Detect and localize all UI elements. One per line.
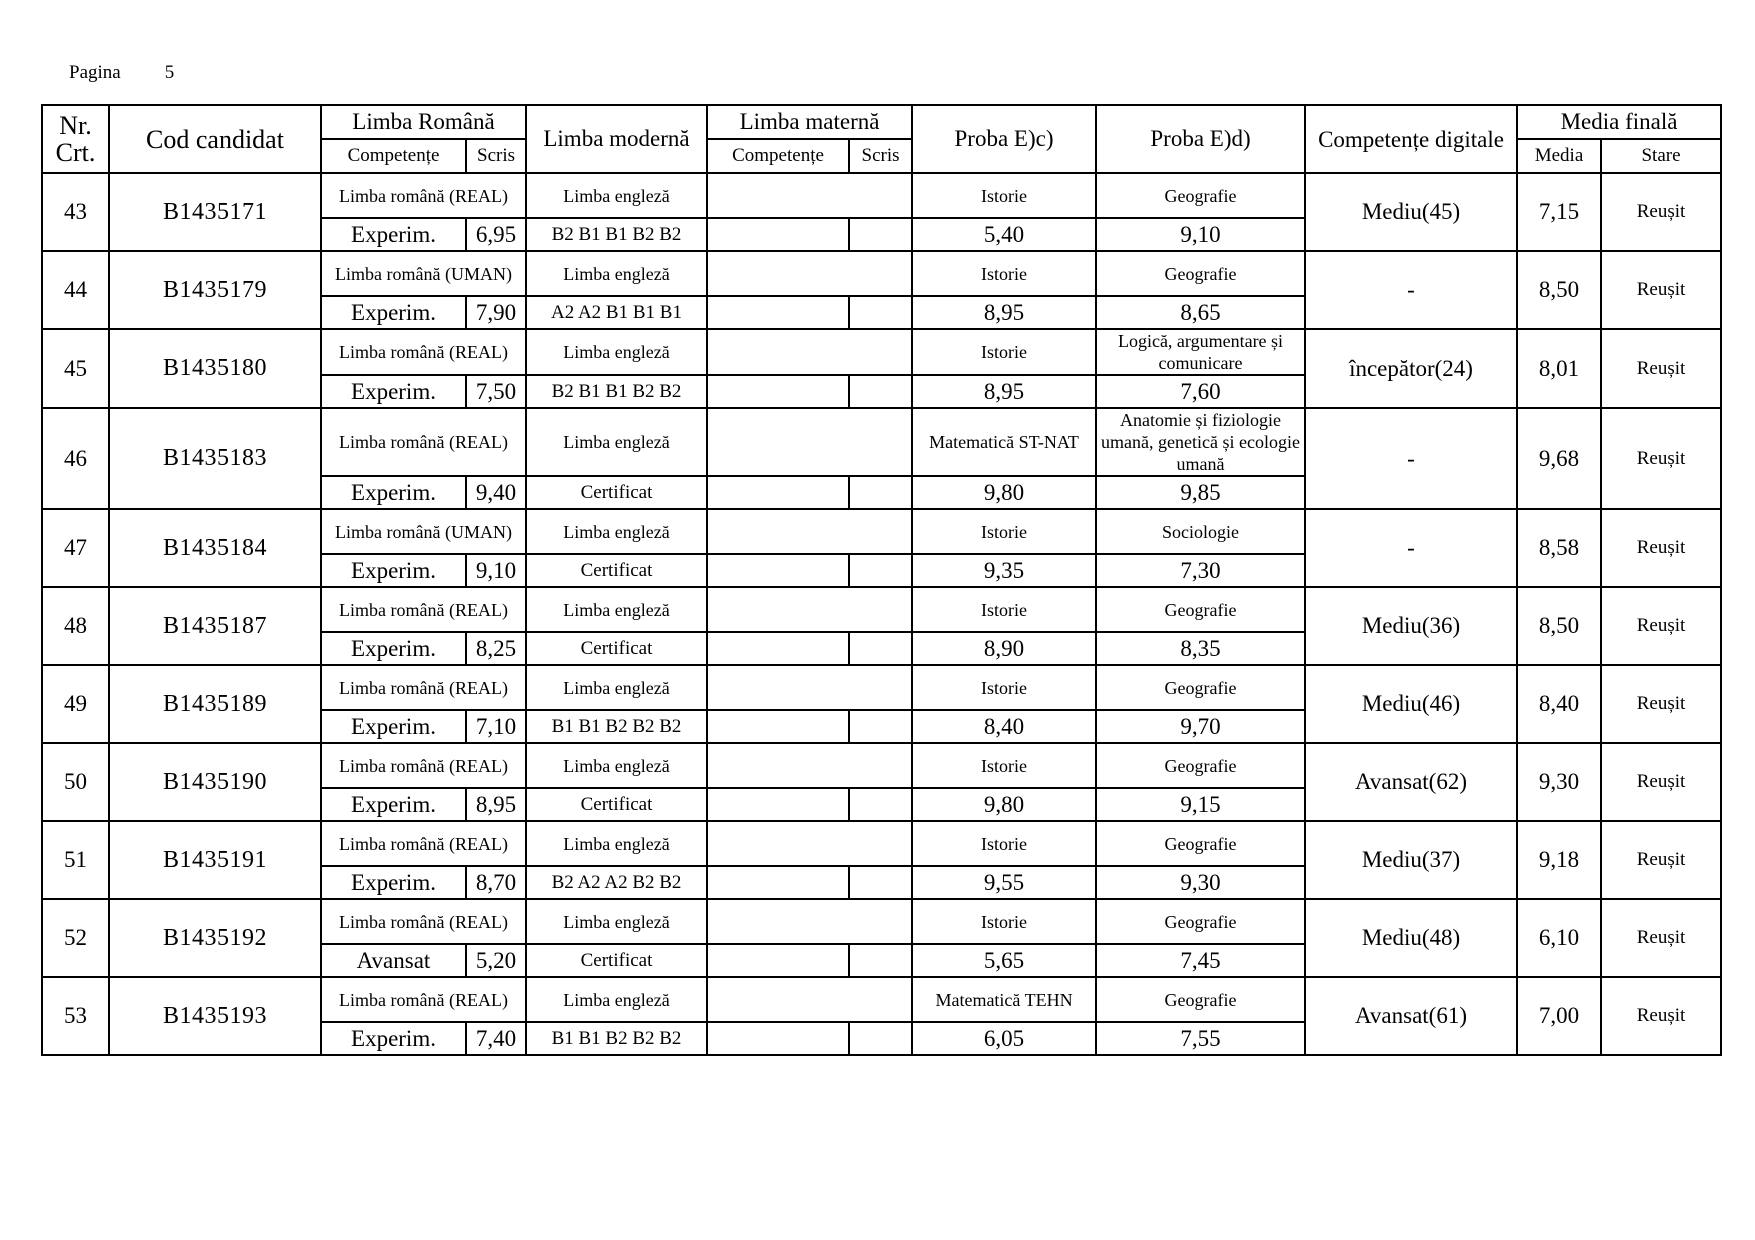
results-table [41, 104, 1722, 1056]
row-stare: Reușit [1601, 509, 1721, 587]
row-cod-candidat: B1435179 [109, 251, 321, 329]
row-cod-candidat: B1435184 [109, 509, 321, 587]
table-header [42, 105, 1721, 173]
header-scris-materna: Scris [849, 139, 912, 173]
row-limba-materna [707, 509, 912, 554]
row-stare: Reușit [1601, 251, 1721, 329]
row-nr: 52 [42, 899, 109, 977]
row-stare: Reușit [1601, 899, 1721, 977]
row-romana-competente: Experim. [321, 554, 466, 587]
row-stare: Reușit [1601, 821, 1721, 899]
header-scris: Scris [466, 139, 526, 173]
row-materna-competente [707, 944, 849, 977]
row-proba-ed-nota: 7,45 [1096, 944, 1305, 977]
row-romana-competente: Experim. [321, 788, 466, 821]
row-limba-materna [707, 665, 912, 710]
row-proba-ec: Istorie [912, 173, 1096, 218]
row-proba-ec: Istorie [912, 329, 1096, 375]
table-row [42, 587, 1721, 632]
row-limba-moderna: Limba engleză [526, 509, 707, 554]
row-competente-digitale: începător(24) [1305, 329, 1517, 408]
row-media: 8,50 [1517, 251, 1601, 329]
row-limba-materna [707, 899, 912, 944]
row-materna-competente [707, 1022, 849, 1055]
row-stare: Reușit [1601, 173, 1721, 251]
header-limba-materna: Limba maternă [707, 105, 912, 139]
row-moderna-nivel: A2 A2 B1 B1 B1 [526, 296, 707, 329]
row-romana-competente: Experim. [321, 296, 466, 329]
row-materna-scris [849, 375, 912, 408]
row-proba-ec-nota: 9,80 [912, 476, 1096, 509]
table-body [42, 173, 1721, 1055]
row-romana-competente: Experim. [321, 1022, 466, 1055]
header-limba-romana: Limba Română [321, 105, 526, 139]
table-row [42, 408, 1721, 476]
row-moderna-nivel: Certificat [526, 788, 707, 821]
row-nr: 50 [42, 743, 109, 821]
row-moderna-nivel: Certificat [526, 944, 707, 977]
row-materna-scris [849, 554, 912, 587]
row-stare: Reușit [1601, 665, 1721, 743]
row-materna-scris [849, 788, 912, 821]
header-limba-moderna: Limba modernă [526, 105, 707, 173]
table-row [42, 821, 1721, 866]
row-nr: 49 [42, 665, 109, 743]
row-proba-ed-nota: 9,85 [1096, 476, 1305, 509]
row-limba-materna [707, 587, 912, 632]
row-cod-candidat: B1435192 [109, 899, 321, 977]
row-media: 7,00 [1517, 977, 1601, 1055]
row-romana-scris: 8,95 [466, 788, 526, 821]
row-romana-scris: 9,10 [466, 554, 526, 587]
row-proba-ed-nota: 7,55 [1096, 1022, 1305, 1055]
row-cod-candidat: B1435193 [109, 977, 321, 1055]
row-proba-ec-nota: 8,95 [912, 296, 1096, 329]
row-materna-competente [707, 375, 849, 408]
row-romana-scris: 9,40 [466, 476, 526, 509]
row-romana-scris: 7,50 [466, 375, 526, 408]
row-proba-ec: Istorie [912, 251, 1096, 296]
row-limba-moderna: Limba engleză [526, 329, 707, 375]
row-stare: Reușit [1601, 408, 1721, 509]
row-proba-ed-nota: 9,15 [1096, 788, 1305, 821]
row-romana-competente: Experim. [321, 218, 466, 251]
row-stare: Reușit [1601, 587, 1721, 665]
header-competente-materna: Competențe [707, 139, 849, 173]
row-limba-moderna: Limba engleză [526, 899, 707, 944]
row-limba-moderna: Limba engleză [526, 251, 707, 296]
row-proba-ec-nota: 9,80 [912, 788, 1096, 821]
row-proba-ec-nota: 8,40 [912, 710, 1096, 743]
row-proba-ec: Istorie [912, 587, 1096, 632]
row-materna-scris [849, 866, 912, 899]
row-cod-candidat: B1435187 [109, 587, 321, 665]
row-romana-scris: 7,10 [466, 710, 526, 743]
row-competente-digitale: Mediu(37) [1305, 821, 1517, 899]
row-limba-moderna: Limba engleză [526, 743, 707, 788]
row-moderna-nivel: B2 A2 A2 B2 B2 [526, 866, 707, 899]
page-number: 5 [164, 62, 175, 83]
header-stare: Stare [1601, 139, 1721, 173]
row-competente-digitale: Mediu(45) [1305, 173, 1517, 251]
row-limba-romana: Limba română (REAL) [321, 408, 526, 476]
row-limba-romana: Limba română (REAL) [321, 743, 526, 788]
row-limba-romana: Limba română (REAL) [321, 977, 526, 1022]
row-proba-ed: Geografie [1096, 665, 1305, 710]
row-proba-ed: Geografie [1096, 743, 1305, 788]
row-proba-ed: Geografie [1096, 977, 1305, 1022]
row-materna-scris [849, 218, 912, 251]
row-limba-romana: Limba română (UMAN) [321, 251, 526, 296]
row-materna-competente [707, 710, 849, 743]
row-nr: 51 [42, 821, 109, 899]
row-cod-candidat: B1435183 [109, 408, 321, 509]
header-nr: Nr. Crt. [42, 105, 109, 173]
row-materna-scris [849, 710, 912, 743]
table-row [42, 251, 1721, 296]
row-nr: 48 [42, 587, 109, 665]
row-stare: Reușit [1601, 329, 1721, 408]
row-proba-ed-nota: 9,70 [1096, 710, 1305, 743]
row-cod-candidat: B1435180 [109, 329, 321, 408]
row-limba-materna [707, 408, 912, 476]
row-moderna-nivel: B1 B1 B2 B2 B2 [526, 710, 707, 743]
row-proba-ec: Istorie [912, 821, 1096, 866]
row-media: 8,58 [1517, 509, 1601, 587]
row-competente-digitale: - [1305, 509, 1517, 587]
row-media: 9,30 [1517, 743, 1601, 821]
table-row [42, 743, 1721, 788]
row-proba-ed: Logică, argumentare și comunicare [1096, 329, 1305, 375]
row-media: 9,68 [1517, 408, 1601, 509]
row-romana-competente: Experim. [321, 476, 466, 509]
row-proba-ed: Geografie [1096, 251, 1305, 296]
row-media: 7,15 [1517, 173, 1601, 251]
row-stare: Reușit [1601, 743, 1721, 821]
row-moderna-nivel: Certificat [526, 554, 707, 587]
row-limba-romana: Limba română (REAL) [321, 329, 526, 375]
row-competente-digitale: - [1305, 408, 1517, 509]
row-media: 6,10 [1517, 899, 1601, 977]
table-row [42, 509, 1721, 554]
row-cod-candidat: B1435189 [109, 665, 321, 743]
table-row [42, 173, 1721, 218]
row-cod-candidat: B1435191 [109, 821, 321, 899]
row-media: 8,40 [1517, 665, 1601, 743]
row-proba-ed-nota: 9,10 [1096, 218, 1305, 251]
row-limba-moderna: Limba engleză [526, 408, 707, 476]
row-proba-ec: Matematică ST-NAT [912, 408, 1096, 476]
row-materna-scris [849, 944, 912, 977]
row-proba-ed: Geografie [1096, 899, 1305, 944]
row-media: 8,01 [1517, 329, 1601, 408]
row-proba-ed-nota: 9,30 [1096, 866, 1305, 899]
row-proba-ec-nota: 5,65 [912, 944, 1096, 977]
row-media: 8,50 [1517, 587, 1601, 665]
row-competente-digitale: Mediu(36) [1305, 587, 1517, 665]
row-competente-digitale: - [1305, 251, 1517, 329]
row-proba-ec-nota: 5,40 [912, 218, 1096, 251]
row-nr: 43 [42, 173, 109, 251]
row-proba-ed-nota: 8,65 [1096, 296, 1305, 329]
row-limba-moderna: Limba engleză [526, 173, 707, 218]
header-competente-digitale: Competențe digitale [1305, 105, 1517, 173]
row-materna-competente [707, 554, 849, 587]
row-materna-competente [707, 218, 849, 251]
row-competente-digitale: Mediu(48) [1305, 899, 1517, 977]
row-materna-competente [707, 788, 849, 821]
row-materna-competente [707, 866, 849, 899]
row-cod-candidat: B1435171 [109, 173, 321, 251]
row-materna-scris [849, 296, 912, 329]
row-proba-ec: Istorie [912, 509, 1096, 554]
row-nr: 53 [42, 977, 109, 1055]
row-proba-ed-nota: 7,30 [1096, 554, 1305, 587]
row-limba-materna [707, 743, 912, 788]
row-romana-scris: 7,40 [466, 1022, 526, 1055]
row-cod-candidat: B1435190 [109, 743, 321, 821]
row-materna-competente [707, 476, 849, 509]
row-moderna-nivel: B2 B1 B1 B2 B2 [526, 218, 707, 251]
table-row [42, 899, 1721, 944]
row-limba-romana: Limba română (REAL) [321, 665, 526, 710]
row-proba-ed: Geografie [1096, 587, 1305, 632]
row-moderna-nivel: Certificat [526, 476, 707, 509]
row-limba-romana: Limba română (REAL) [321, 173, 526, 218]
row-media: 9,18 [1517, 821, 1601, 899]
header-proba-ed: Proba E)d) [1096, 105, 1305, 173]
row-limba-materna [707, 329, 912, 375]
header-competente: Competențe [321, 139, 466, 173]
table-row [42, 665, 1721, 710]
row-stare: Reușit [1601, 977, 1721, 1055]
row-limba-romana: Limba română (REAL) [321, 587, 526, 632]
row-proba-ec: Istorie [912, 743, 1096, 788]
row-romana-scris: 6,95 [466, 218, 526, 251]
row-materna-scris [849, 632, 912, 665]
row-limba-moderna: Limba engleză [526, 665, 707, 710]
row-limba-romana: Limba română (REAL) [321, 899, 526, 944]
row-limba-moderna: Limba engleză [526, 587, 707, 632]
row-limba-romana: Limba română (REAL) [321, 821, 526, 866]
row-proba-ec-nota: 8,95 [912, 375, 1096, 408]
row-materna-scris [849, 1022, 912, 1055]
row-proba-ec: Istorie [912, 665, 1096, 710]
page-label-text: Pagina [69, 62, 121, 83]
row-limba-materna [707, 251, 912, 296]
row-proba-ec-nota: 9,35 [912, 554, 1096, 587]
row-competente-digitale: Avansat(61) [1305, 977, 1517, 1055]
row-moderna-nivel: B1 B1 B2 B2 B2 [526, 1022, 707, 1055]
row-limba-materna [707, 821, 912, 866]
row-proba-ed: Geografie [1096, 173, 1305, 218]
row-competente-digitale: Avansat(62) [1305, 743, 1517, 821]
row-romana-competente: Experim. [321, 710, 466, 743]
row-romana-scris: 8,25 [466, 632, 526, 665]
row-proba-ed: Sociologie [1096, 509, 1305, 554]
row-proba-ed: Anatomie și fiziologie umană, genetică și ecologie umană [1096, 408, 1305, 476]
row-romana-scris: 8,70 [466, 866, 526, 899]
row-romana-competente: Experim. [321, 866, 466, 899]
row-proba-ed: Geografie [1096, 821, 1305, 866]
row-limba-moderna: Limba engleză [526, 977, 707, 1022]
row-proba-ed-nota: 8,35 [1096, 632, 1305, 665]
row-limba-romana: Limba română (UMAN) [321, 509, 526, 554]
row-proba-ec: Istorie [912, 899, 1096, 944]
row-materna-competente [707, 296, 849, 329]
row-romana-competente: Experim. [321, 632, 466, 665]
row-limba-moderna: Limba engleză [526, 821, 707, 866]
row-romana-scris: 5,20 [466, 944, 526, 977]
table-row [42, 977, 1721, 1022]
row-limba-materna [707, 977, 912, 1022]
table-row [42, 329, 1721, 375]
header-media: Media [1517, 139, 1601, 173]
row-proba-ec: Matematică TEHN [912, 977, 1096, 1022]
page-number-label [69, 62, 174, 84]
header-proba-ec: Proba E)c) [912, 105, 1096, 173]
header-media-finala: Media finală [1517, 105, 1721, 139]
row-proba-ec-nota: 9,55 [912, 866, 1096, 899]
row-moderna-nivel: Certificat [526, 632, 707, 665]
row-competente-digitale: Mediu(46) [1305, 665, 1517, 743]
row-nr: 46 [42, 408, 109, 509]
row-nr: 45 [42, 329, 109, 408]
row-nr: 44 [42, 251, 109, 329]
row-limba-materna [707, 173, 912, 218]
row-proba-ec-nota: 6,05 [912, 1022, 1096, 1055]
row-proba-ed-nota: 7,60 [1096, 375, 1305, 408]
row-materna-scris [849, 476, 912, 509]
row-nr: 47 [42, 509, 109, 587]
row-romana-competente: Experim. [321, 375, 466, 408]
row-materna-competente [707, 632, 849, 665]
row-romana-scris: 7,90 [466, 296, 526, 329]
header-cod: Cod candidat [109, 105, 321, 173]
row-moderna-nivel: B2 B1 B1 B2 B2 [526, 375, 707, 408]
row-proba-ec-nota: 8,90 [912, 632, 1096, 665]
row-romana-competente: Avansat [321, 944, 466, 977]
